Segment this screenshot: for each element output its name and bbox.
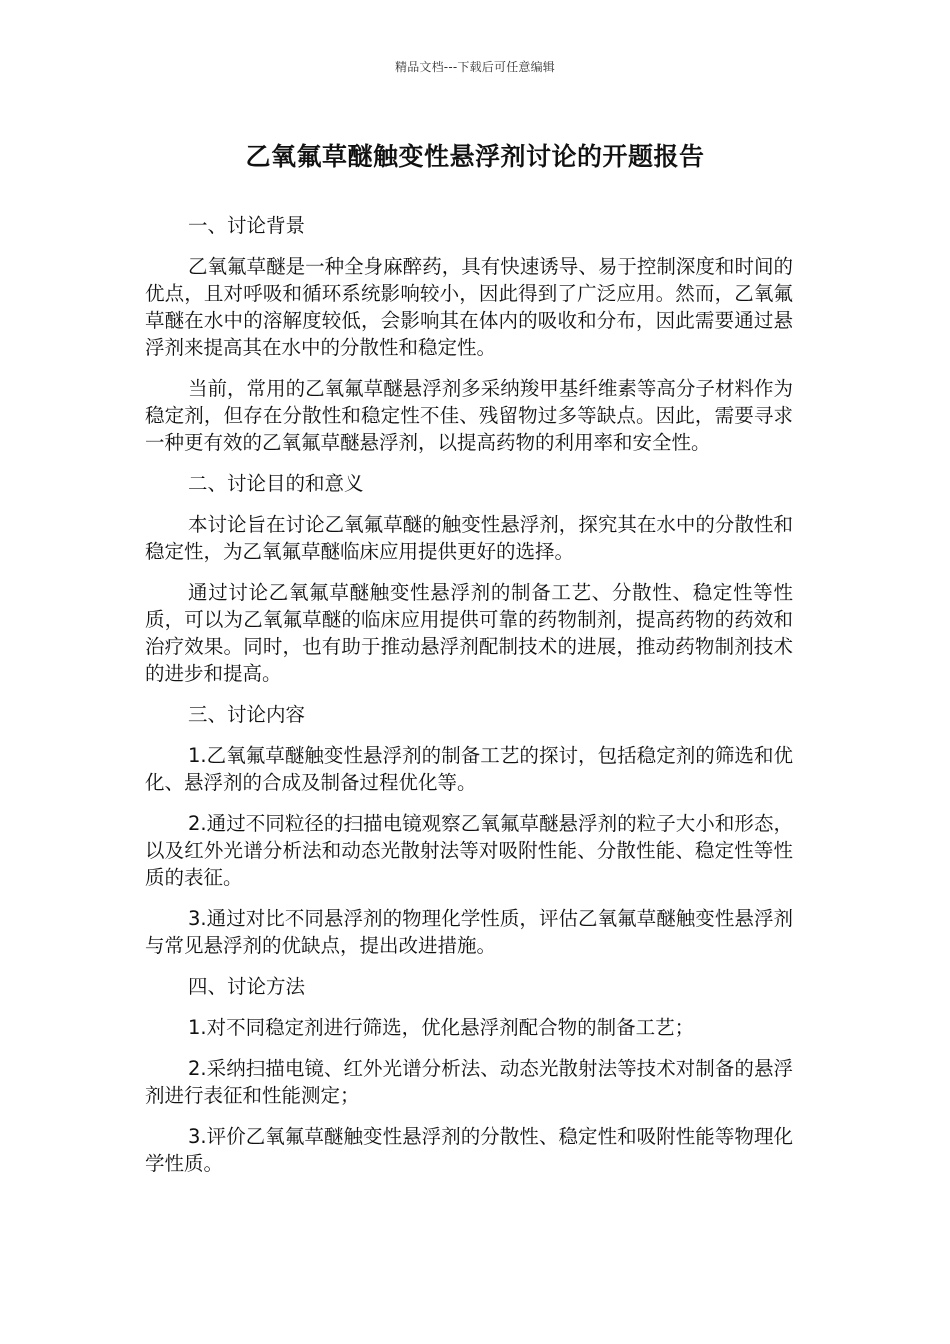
document-body bbox=[145, 212, 793, 1191]
page-header-watermark: 精品文档---下载后可任意编辑 bbox=[395, 60, 555, 74]
list-item: 2.通过不同粒径的扫描电镜观察乙氧氟草醚悬浮剂的粒子大小和形态，以及红外光谱分析法和动态光散射法等对吸附性能、分散性能、稳定性等性质的表征。 bbox=[145, 812, 793, 889]
section-heading-purpose: 二、讨论目的和意义 bbox=[188, 472, 364, 495]
section-heading-background: 一、讨论背景 bbox=[188, 214, 306, 237]
list-item: 3.通过对比不同悬浮剂的物理化学性质，评估乙氧氟草醚触变性悬浮剂与常见悬浮剂的优缺点，提出改进措施。 bbox=[145, 907, 793, 957]
document-title: 乙氧氟草醚触变性悬浮剂讨论的开题报告 bbox=[245, 142, 705, 171]
list-item: 1.对不同稳定剂进行筛选，优化悬浮剂配合物的制备工艺； bbox=[188, 1016, 695, 1039]
section-heading-methods: 四、讨论方法 bbox=[188, 975, 306, 998]
list-item: 2.采纳扫描电镜、红外光谱分析法、动态光散射法等技术对制备的悬浮剂进行表征和性能测定； bbox=[145, 1057, 793, 1107]
paragraph: 本讨论旨在讨论乙氧氟草醚的触变性悬浮剂，探究其在水中的分散性和稳定性，为乙氧氟草醚临床应用提供更好的选择。 bbox=[145, 513, 793, 563]
paragraph: 乙氧氟草醚是一种全身麻醉药，具有快速诱导、易于控制深度和时间的优点，且对呼吸和循环系统影响较小，因此得到了广泛应用。然而，乙氧氟草醚在水中的溶解度较低，会影响其在体内的吸收和分布，因此需要通过悬浮剂来提高其在水中的分散性和稳定性。 bbox=[145, 255, 793, 359]
list-item: 1.乙氧氟草醚触变性悬浮剂的制备工艺的探讨，包括稳定剂的筛选和优化、悬浮剂的合成及制备过程优化等。 bbox=[145, 744, 793, 794]
paragraph: 通过讨论乙氧氟草醚触变性悬浮剂的制备工艺、分散性、稳定性等性质，可以为乙氧氟草醚的临床应用提供可靠的药物制剂，提高药物的药效和治疗效果。同时，也有助于推动悬浮剂配制技术的进展，推动药物制剂技术的进步和提高。 bbox=[145, 581, 793, 685]
list-item: 3.评价乙氧氟草醚触变性悬浮剂的分散性、稳定性和吸附性能等物理化学性质。 bbox=[145, 1125, 793, 1175]
paragraph: 当前，常用的乙氧氟草醚悬浮剂多采纳羧甲基纤维素等高分子材料作为稳定剂，但存在分散性和稳定性不佳、残留物过多等缺点。因此，需要寻求一种更有效的乙氧氟草醚悬浮剂，以提高药物的利用率和安全性。 bbox=[145, 377, 793, 454]
section-heading-content: 三、讨论内容 bbox=[188, 703, 306, 726]
